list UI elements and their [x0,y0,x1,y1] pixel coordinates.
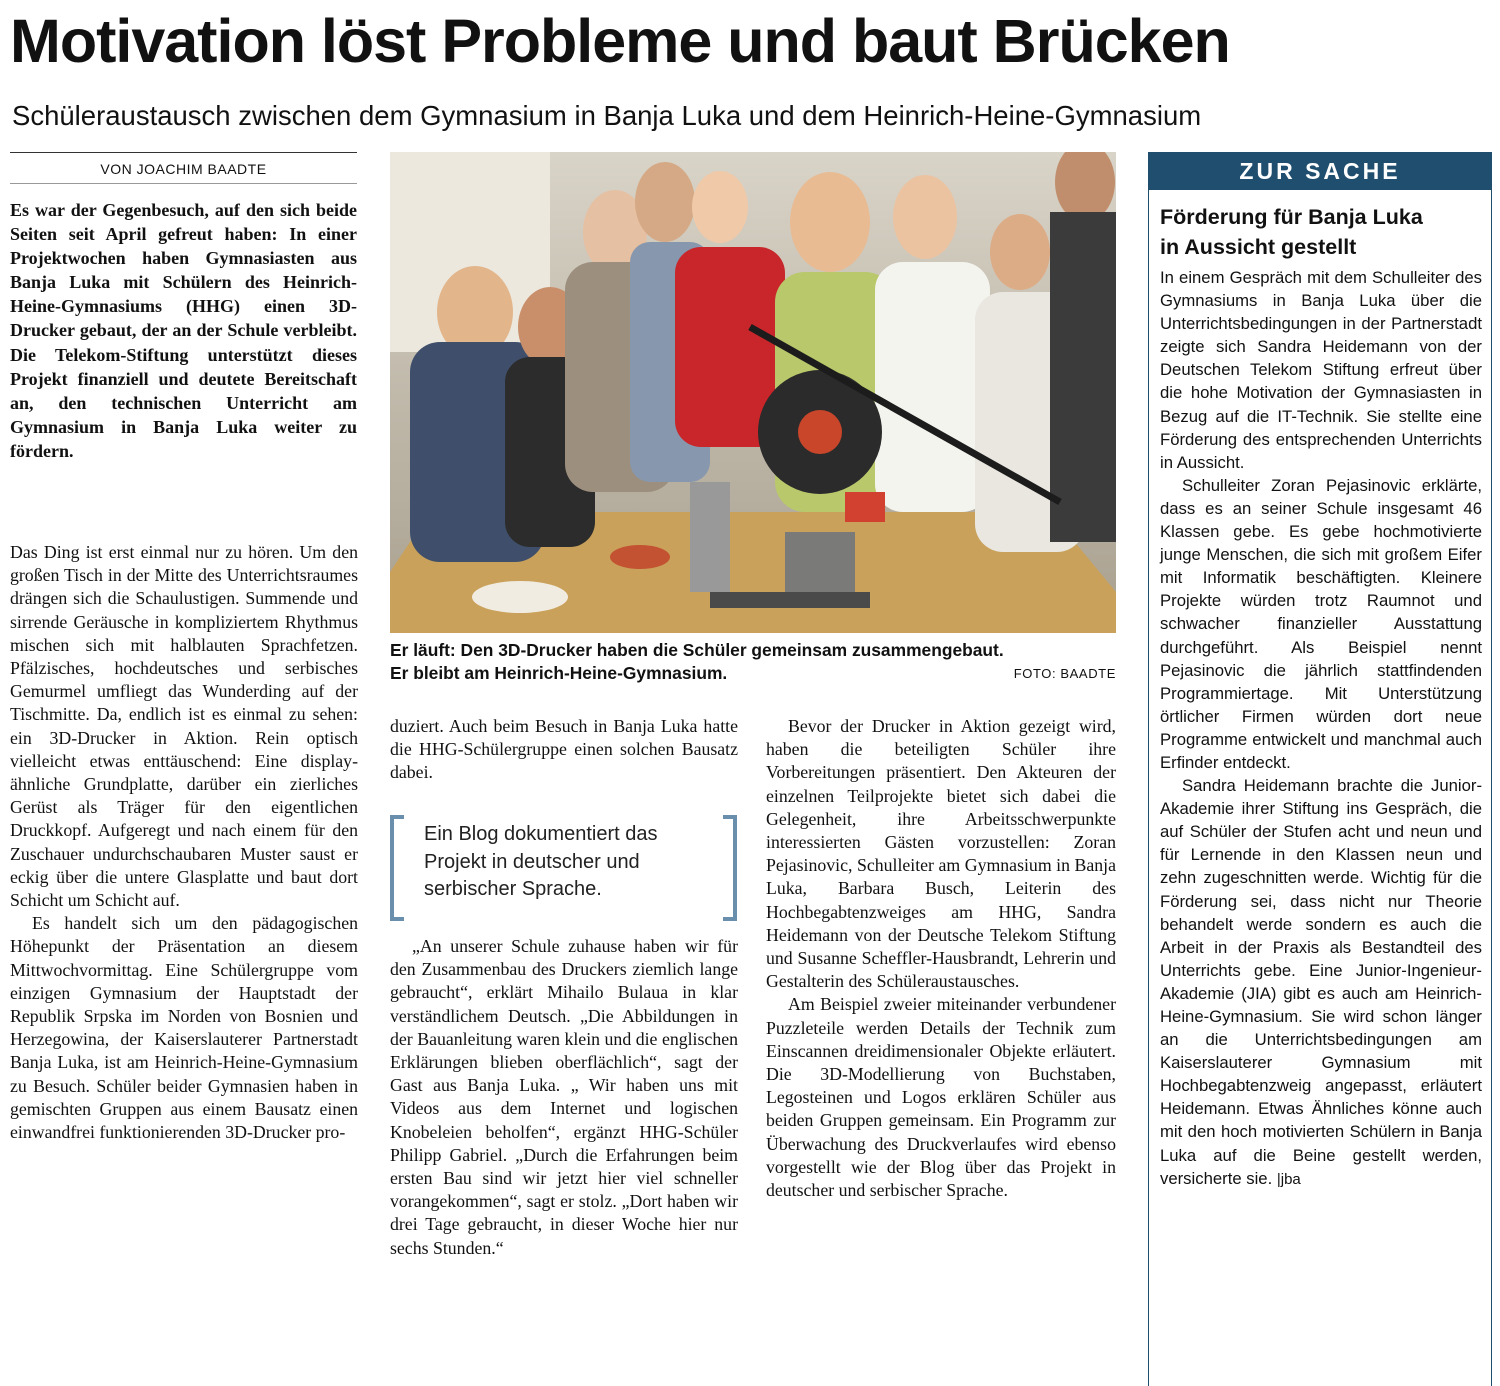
paragraph [1160,774,1482,1191]
article-photo [390,152,1116,633]
caption-line: Er läuft: Den 3D-Drucker haben die Schüler gemeinsam zusammengebaut. [390,640,1004,660]
quote-bracket-left [390,815,404,921]
paragraph-text: Sandra Heidemann brachte die Junior-Akademie ihrer Stiftung ins Gespräch, die auf Schüler der Stufen acht und neun und für Lernende in den Klassen neun und zehn zugeschnitten werde. Wichtig für die Förderung sei, dass nicht nur Theorie behandelt werde sondern es auch die Arbeit in der Praxis als Bestandteil des Unterrichts gebe. Eine Junior-Ingenieur-Akademie (JIA) gibt es auch am Heinrich-Heine-Gymnasium. Sie wird schon länger an die Unterrichtsbedingungen am Kaiserslauterer Gymnasium mit Hochbegabtenzweig angepasst, erläutert Heidemann. Etwas Ähnliches könne auch mit den hoch motivierten Schülern in Banja Luka auf die Beine gestellt werden, versicherte sie. [1160,776,1482,1188]
column-2-top [390,715,738,785]
byline-divider [10,183,357,184]
headline: Motivation löst Probleme und baut Brücken [10,7,1230,75]
paragraph: Am Beispiel zweier miteinander verbundener Puzzleteile werden Details der Technik zum Einscannen dreidimensionaler Objekte erläutert. Die 3D-Modellierung von Buchstaben, Legosteinen und Logos erklären Schüler aus beiden Gruppen gemeinsam. Ein Programm zur Überwachung des Druckverlaufes wird ebenso vorgestellt wie der Blog über das Projekt in deutscher und serbischer Sprache. [766,994,1116,1201]
caption-line: Er bleibt am Heinrich-Heine-Gymnasium. [390,663,728,683]
pull-quote-text: Ein Blog dokumentiert das Projekt in deutscher und serbischer Sprache. [424,823,658,900]
photo-caption [390,639,1116,685]
byline-rule [10,152,357,153]
paragraph: „An unserer Schule zuhause haben wir für den Zusammenbau des Druckers ziemlich lange gebraucht“, erklärt Mihailo Bulaua in klar verständlichem Deutsch. „Die Abbildungen in der Bauanleitung waren klein und die englischen Erklärungen blieben oberflächlich“, sagt der Gast aus Banja Luka. „ Wir haben uns mit Videos aus dem Internet und logischen Knobeleien beholfen“, ergänzt HHG-Schüler Philipp Gabriel. „Durch die Erfahrungen beim ersten Bau sind wir jetzt hier viel schneller vorangekommen“, sagt er stolz. „Dort haben wir drei Tage gebraucht, in dieser Woche hier nur sechs Stunden.“ [390,936,738,1258]
subheadline: Schüleraustausch zwischen dem Gymnasium in Banja Luka und dem Heinrich-Heine-Gymnasium [12,100,1202,131]
sidebar-body [1160,266,1482,1191]
column-3-body [766,715,1116,1202]
photo-credit: FOTO: BAADTE [1013,666,1116,681]
paragraph: duziert. Auch beim Besuch in Banja Luka hatte die HHG-Schülergruppe einen solchen Bausatz dabei. [390,716,738,783]
column-2-body [390,935,738,1260]
paragraph: Das Ding ist erst einmal nur zu hören. Um den großen Tisch in der Mitte des Unterrichtsraumes drängen sich die Schaulustigen. Summende und sirrende Geräusche in kompliziertem Rhythmus mischen sich mit halblauten Sprachfetzen. Pfälzisches, hochdeutsches und serbisches Gemurmel umfliegt das Wunderding auf der Tischmitte. Da, endlich ist es einmal zu sehen: ein 3D-Drucker in Aktion. Rein optisch vielleicht etwas enttäuschend: Eine display-ähnliche Grundplatte, darüber ein zierliches Gerüst als Träger für den eigentlichen Druckkopf. Aufgeregt und nach einem für den Zuschauer undurchschaubaren Muster saust er eckig über die untere Glasplatte und baut dort Schicht um Schicht auf. [10,542,358,911]
sidebar-headline-line: Förderung für Banja Luka [1160,205,1423,229]
paragraph: In einem Gespräch mit dem Schulleiter des Gymnasiums in Banja Luka über die Unterrichtsbedingungen in der Partnerstadt zeigte sich Sandra Heidemann von der Deutschen Telekom Stiftung erfreut über die hohe Motivation der Gymnasiasten in Bezug auf die IT-Technik. Sie stellte eine Förderung des entsprechenden Unterrichts in Aussicht. [1160,268,1482,472]
byline: VON JOACHIM BAADTE [100,161,267,177]
pull-quote [390,815,737,913]
author-signature: |jba [1276,1170,1301,1188]
sidebar-label: ZUR SACHE [1148,152,1492,190]
paragraph: Es handelt sich um den pädagogischen Höhepunkt der Präsentation an diesem Mittwochvormittag. Eine Schülergruppe vom einzigen Gymnasium der Hauptstadt der Republik Srpska im Norden von Bosnien und Herzegowina, der Kaiserslauterer Partnerstadt Banja Luka, ist am Heinrich-Heine-Gymnasium zu Besuch. Schüler beider Gymnasien haben in gemischten Gruppen aus einem Bausatz einen einwandfrei funktionierenden 3D-Drucker pro- [10,913,358,1143]
photo-illustration [390,152,1116,633]
paragraph: Bevor der Drucker in Aktion gezeigt wird, haben die beteiligten Schüler ihre Vorbereitungen präsentiert. Den Akteuren der einzelnen Teilprojekte bietet sich dabei die Gelegenheit, ihre Arbeitsschwerpunkte interessierten Gästen vorzustellen: Zoran Pejasinovic, Schulleiter am Gymnasium in Banja Luka, Barbara Busch, Leiterin des Hochbegabtenzweiges am HHG, Sandra Heidemann von der Deutsche Telekom Stiftung und Susanne Scheffler-Hausbrandt, Lehrerin und Gestalterin des Schüleraustausches. [766,716,1116,992]
paragraph: Schulleiter Zoran Pejasinovic erklärte, dass es an seiner Schule insgesamt 46 Klassen gebe. Es gebe hochmotivierte junge Menschen, die sich mit großem Eifer mit Informatik beschäftigten. Kleinere Projekte würden trotz Raumnot und schwacher finanzieller Ausstattung durchgeführt. Als Beispiel nennt Pejasinovic die jährlich stattfindenden Programmiertage. Mit Unterstützung örtlicher Firmen würden dort neue Programme entwickelt und manchmal auch Erfinder entdeckt. [1160,475,1482,772]
sidebar-headline-line: in Aussicht gestellt [1160,235,1357,259]
sidebar-headline [1160,202,1486,262]
quote-bracket-right [723,815,737,921]
column-1-body [10,541,358,1144]
lead-paragraph: Es war der Gegenbesuch, auf den sich beide Seiten seit April gefreut haben: In einer Projektwochen haben Gymnasiasten aus Banja Luka mit Schülern des Heinrich-Heine-Gymnasiums (HHG) einen 3D-Drucker gebaut, der an der Schule verbleibt. Die Telekom-Stiftung unterstützt dieses Projekt finanziell und deutete Bereitschaft an, den technischen Unterricht am Gymnasium in Banja Luka weiter zu fördern. [10,200,357,461]
